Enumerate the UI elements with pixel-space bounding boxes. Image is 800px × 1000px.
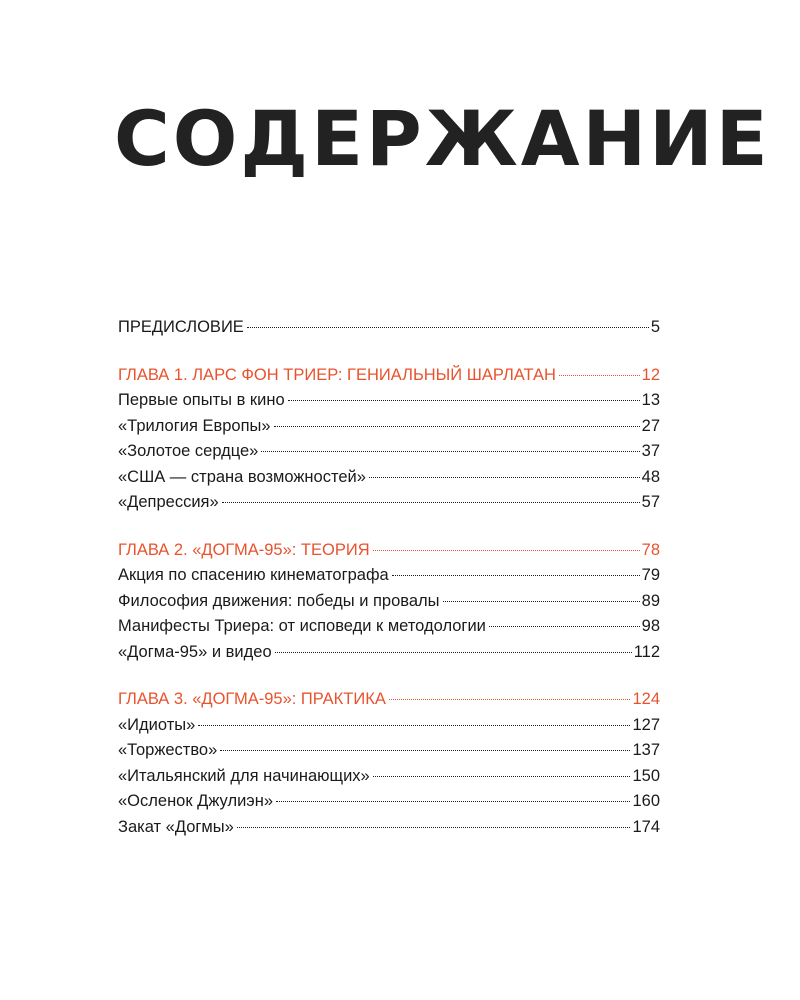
toc-page-number: 98 — [641, 617, 660, 635]
toc-entry-label: «Золотое сердце» — [118, 442, 259, 460]
dot-leader — [198, 725, 630, 726]
table-of-contents — [118, 315, 660, 862]
toc-entry[interactable] — [118, 589, 660, 615]
toc-chapter-label: ГЛАВА 1. ЛАРС ФОН ТРИЕР: ГЕНИАЛЬНЫЙ ШАРЛАТАН — [118, 365, 556, 384]
toc-page-number: 127 — [632, 715, 660, 734]
toc-section-preface — [118, 315, 660, 341]
toc-entry[interactable] — [118, 764, 660, 790]
toc-entry-label: «Трилогия Европы» — [118, 416, 271, 435]
page-title: СОДЕРЖАНИЕ — [114, 94, 771, 183]
dot-leader — [276, 801, 630, 802]
dot-leader — [274, 426, 640, 427]
dot-leader — [389, 699, 631, 700]
toc-entry-label: ПРЕДИСЛОВИЕ — [118, 318, 244, 336]
toc-page-number: 37 — [641, 442, 660, 460]
toc-entry[interactable] — [118, 614, 660, 640]
toc-entry-label: Философия движения: победы и провалы — [118, 591, 440, 610]
toc-page-number: 89 — [641, 591, 660, 610]
toc-page-number: 79 — [641, 566, 660, 584]
toc-entry-label: «Торжество» — [118, 741, 218, 759]
toc-entry-label: «Итальянский для начинающих» — [118, 766, 370, 785]
toc-entry[interactable] — [118, 414, 660, 440]
toc-chapter-label: ГЛАВА 2. «ДОГМА-95»: ТЕОРИЯ — [118, 540, 370, 559]
toc-entry-label: Закат «Догмы» — [118, 817, 234, 836]
toc-entry[interactable] — [118, 815, 660, 841]
dot-leader — [237, 827, 631, 828]
dot-leader — [275, 652, 632, 653]
toc-entry-label: «Осленок Джулиэн» — [118, 792, 273, 810]
toc-page-number: 150 — [632, 766, 660, 785]
toc-entry-label: «Депрессия» — [118, 493, 219, 511]
toc-page-number: 137 — [632, 741, 660, 759]
toc-chapter-heading[interactable] — [118, 363, 660, 389]
dot-leader — [247, 327, 649, 328]
toc-page-number: 112 — [633, 642, 660, 661]
toc-entry[interactable] — [118, 465, 660, 491]
dot-leader — [373, 550, 640, 551]
toc-entry-label: «Догма-95» и видео — [118, 642, 272, 661]
toc-page-number: 57 — [641, 493, 660, 511]
toc-page-number: 12 — [641, 365, 660, 384]
dot-leader — [222, 502, 640, 503]
toc-entry-label: Манифесты Триера: от исповеди к методологии — [118, 617, 486, 635]
dot-leader — [261, 451, 639, 452]
dot-leader — [392, 575, 640, 576]
toc-chapter-heading[interactable] — [118, 538, 660, 564]
toc-page-number: 13 — [641, 391, 660, 409]
toc-entry[interactable] — [118, 563, 660, 589]
toc-entry-label: «Идиоты» — [118, 715, 196, 734]
toc-entry[interactable] — [118, 713, 660, 739]
toc-section-chapter-3 — [118, 687, 660, 840]
toc-page-number: 174 — [632, 817, 660, 836]
dot-leader — [220, 750, 630, 751]
toc-page-number: 27 — [641, 416, 660, 435]
toc-entry[interactable] — [118, 738, 660, 764]
toc-entry[interactable] — [118, 490, 660, 516]
toc-page-number: 160 — [632, 792, 660, 810]
toc-entry[interactable] — [118, 640, 660, 666]
toc-entry-label: «США — страна возможностей» — [118, 467, 366, 486]
toc-section-chapter-2 — [118, 538, 660, 666]
dot-leader — [373, 776, 631, 777]
toc-entry[interactable] — [118, 388, 660, 414]
dot-leader — [559, 375, 640, 376]
toc-entry[interactable] — [118, 789, 660, 815]
dot-leader — [369, 477, 640, 478]
dot-leader — [288, 400, 640, 401]
toc-entry-label: Акция по спасению кинематографа — [118, 566, 389, 584]
dot-leader — [489, 626, 640, 627]
toc-page-number: 78 — [641, 540, 660, 559]
toc-page-number: 48 — [641, 467, 660, 486]
toc-chapter-label: ГЛАВА 3. «ДОГМА-95»: ПРАКТИКА — [118, 690, 386, 708]
toc-entry-label: Первые опыты в кино — [118, 391, 285, 409]
toc-chapter-heading[interactable] — [118, 687, 660, 713]
toc-page-number: 124 — [632, 690, 660, 708]
toc-entry-preface[interactable] — [118, 315, 660, 341]
toc-section-chapter-1 — [118, 363, 660, 516]
dot-leader — [443, 601, 640, 602]
toc-entry[interactable] — [118, 439, 660, 465]
toc-page-number: 5 — [650, 318, 660, 336]
